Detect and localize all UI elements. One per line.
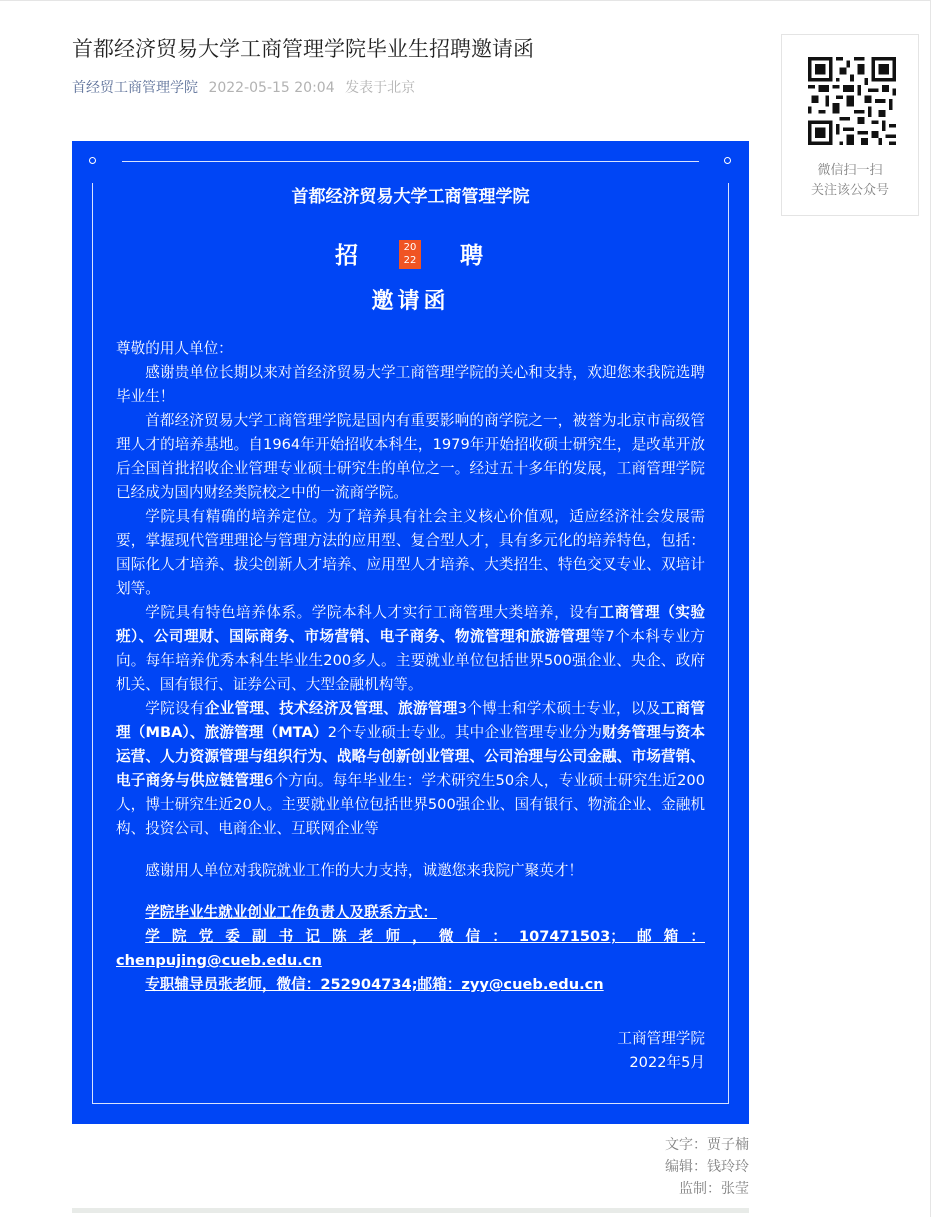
qr-follow-panel	[781, 34, 919, 216]
poster-heading-invite: 邀请函	[371, 289, 450, 314]
spacer	[116, 997, 705, 1015]
article-title: 首都经济贸易大学工商管理学院毕业生招聘邀请函	[72, 37, 534, 61]
p5-text-a: 学院设有	[145, 700, 205, 717]
contact-chen: 学院党委副书记陈老师，微信：107471503；邮箱：	[145, 928, 705, 945]
contact-chen-email[interactable]: chenpujing@cueb.edu.cn	[116, 952, 322, 969]
qr-caption-line2: 关注该公众号	[810, 183, 889, 198]
invitation-poster	[72, 141, 749, 1124]
poster-heading-pin: 聘	[460, 243, 483, 269]
qr-caption-line1: 微信扫一扫	[817, 163, 883, 178]
credit-supervisor: 监制：张莹	[679, 1181, 749, 1197]
paragraph-undergrad	[116, 601, 705, 697]
paragraph-thanks-intro: 感谢贵单位长期以来对首经济贸易大学工商管理学院的关心和支持，欢迎您来我院选聘毕业生！	[116, 364, 705, 405]
contact-title: 学院毕业生就业创业工作负责人及联系方式：	[145, 904, 438, 921]
credit-writer: 文字：贾子楠	[665, 1137, 749, 1153]
spacer	[116, 883, 705, 901]
qr-caption	[782, 161, 918, 201]
p5-doctoral-majors: 企业管理、技术经济及管理、旅游管理	[204, 700, 458, 717]
spacer	[116, 1015, 705, 1027]
paragraph-graduate	[116, 697, 705, 841]
p5-directions: 财务管理与资本运营、人力资源管理与组织行为、战略与创新创业管理、公司治理与公司金融、市场营销、电子商务与供应链管理	[116, 724, 705, 789]
bottom-divider	[72, 1208, 749, 1213]
article-credits	[665, 1134, 749, 1200]
year-badge	[399, 240, 421, 269]
top-border	[0, 0, 931, 1]
greeting: 尊敬的用人单位：	[116, 340, 233, 357]
paragraph-closing-thanks: 感谢用人单位对我院就业工作的大力支持，诚邀您来我院广聚英才！	[145, 862, 584, 879]
invitation-body	[116, 337, 705, 1075]
poster-left-rule	[92, 183, 93, 1103]
spacer	[116, 841, 705, 859]
credit-editor: 编辑：钱玲玲	[665, 1159, 749, 1175]
qr-code-icon	[808, 57, 896, 145]
p4-text-a: 学院具有特色培养体系。学院本科人才实行工商管理大类培养，设有	[145, 604, 600, 621]
poster-school-name: 首都经济贸易大学工商管理学院	[291, 187, 530, 207]
poster-corner-dot-right	[724, 157, 731, 164]
signature-date: 2022年5月	[629, 1054, 705, 1071]
contact-zhang[interactable]: 专职辅导员张老师，微信：252904734;邮箱：zyy@cueb.edu.cn	[145, 976, 604, 993]
poster-top-rule	[122, 161, 699, 162]
year-badge-top: 20	[403, 242, 417, 253]
p5-text-g: 6个方向。每年毕业生：学术研究生50余人，专业硕士研究生近200人，博士研究生近20人。主要就业单位包括世界500强企业、国有银行、物流企业、金融机构、投资公司、电商企业、互联网企业等	[116, 772, 705, 837]
signature-org: 工商管理学院	[617, 1030, 705, 1047]
paragraph-school-intro: 首都经济贸易大学工商管理学院是国内有重要影响的商学院之一，被誉为北京市高级管理人才的培养基地。自1964年开始招收本科生，1979年开始招收硕士研究生，是改革开放后全国首批招收企业管理专业硕士研究生的单位之一。经过五十多年的发展，工商管理学院已经成为国内财经类院校之中的一流商学院。	[116, 412, 705, 501]
publish-location: 发表于北京	[345, 80, 416, 96]
paragraph-positioning: 学院具有精确的培养定位。为了培养具有社会主义核心价值观，适应经济社会发展需要，掌握现代管理理论与管理方法的应用型、复合型人才，具有多元化的培养特色，包括：国际化人才培养、拔尖创新人才培养、应用型人才培养、大类招生、特色交叉专业、双培计划等。	[116, 508, 705, 597]
poster-bottom-rule	[92, 1103, 729, 1104]
publish-date: 2022-05-15 20:04	[208, 80, 335, 96]
p5-text-e: 2个专业硕士专业。其中企业管理专业分为	[327, 724, 603, 741]
p5-text-c: 3个博士和学术硕士专业，以及	[457, 700, 661, 717]
p5-professional-majors: 工商管理（MBA）、旅游管理（MTA）	[116, 700, 705, 741]
poster-heading-zhao: 招	[335, 243, 358, 269]
year-badge-bottom: 22	[403, 255, 417, 266]
p4-text-c: 等7个本科专业方向。每年培养优秀本科生毕业生200多人。主要就业单位包括世界500强企业、央企、政府机关、国有银行、证券公司、大型金融机构等。	[116, 628, 705, 693]
p4-majors: 工商管理（实验班）、公司理财、国际商务、市场营销、电子商务、物流管理和旅游管理	[116, 604, 705, 645]
poster-corner-dot-left	[89, 157, 96, 164]
account-name-link[interactable]: 首经贸工商管理学院	[72, 80, 198, 96]
article-meta	[72, 78, 415, 98]
poster-right-rule	[728, 183, 729, 1103]
